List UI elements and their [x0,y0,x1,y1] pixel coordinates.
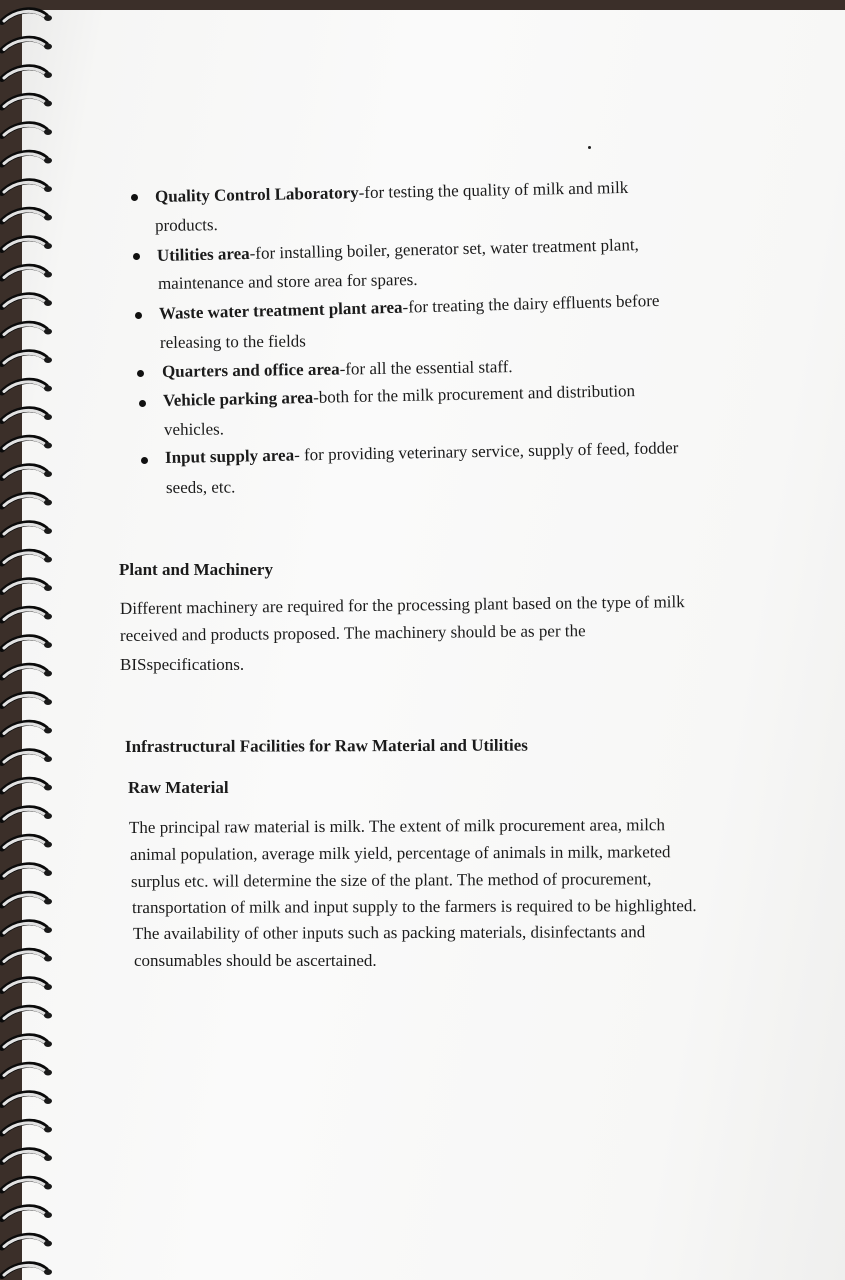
bullet-continuation: seeds, etc. [165,477,236,497]
bullet-term: Vehicle parking area [162,387,314,410]
bullet-term: Input supply area [164,445,295,467]
bullet-dot-icon [131,194,138,201]
raw-paragraph-line: surplus etc. will determine the size of the plant. The method of procurement, [130,869,652,891]
bullet-item-vehicle-parking [163,380,636,412]
raw-paragraph-line: animal population, average milk yield, percentage of animals in milk, marketed [129,842,671,864]
bullet-text: -for treating the dairy effluents before [402,290,660,317]
bullet-term: Utilities area [156,243,250,265]
bullet-dot-icon [133,253,140,260]
bullet-dot-icon [141,457,148,464]
bullet-dot-icon [137,370,144,377]
bullet-text: -both for the milk procurement and distribution [312,381,636,407]
bullet-item-quarters [162,356,513,383]
bullet-continuation: products. [154,215,218,235]
plant-paragraph-line: received and products proposed. The machinery should be as per the [119,621,586,645]
ink-speck [588,146,591,149]
bullet-dot-icon [135,312,142,319]
raw-paragraph-line: consumables should be ascertained. [134,951,377,970]
bullet-text: -for testing the quality of milk and milk [358,177,629,203]
bullet-item-input-supply [165,437,679,469]
bullet-dot-icon [139,400,146,407]
raw-paragraph-line: The availability of other inputs such as packing materials, disinfectants and [132,922,646,943]
bullet-continuation: vehicles. [163,419,225,439]
bullet-item-waste-water [159,290,660,325]
raw-material-heading: Raw Material [128,778,229,797]
plant-machinery-heading: Plant and Machinery [119,560,273,579]
plant-paragraph-line: Different machinery are required for the processing plant based on the type of milk [119,592,685,618]
infrastructure-heading: Infrastructural Facilities for Raw Material and Utilities [124,735,528,756]
bullet-term: Quarters and office area [161,359,340,381]
bullet-term: Waste water treatment plant area [158,297,403,323]
plant-paragraph-line: BISspecifications. [120,655,245,674]
raw-paragraph-line: The principal raw material is milk. The extent of milk procurement area, milch [128,815,665,837]
bullet-item-utilities [157,234,639,267]
bullet-text: - for providing veterinary service, supply of feed, fodder [293,438,679,465]
bullet-text: -for all the essential staff. [339,357,513,379]
bullet-term: Quality Control Laboratory [154,183,359,206]
bullet-item-quality-lab [155,177,629,208]
bullet-continuation: maintenance and store area for spares. [157,269,418,293]
raw-paragraph-line: transportation of milk and input supply to the farmers is required to be highlighted. [131,896,697,917]
bullet-text: -for installing boiler, generator set, water treatment plant, [249,235,640,263]
bullet-continuation: releasing to the fields [159,331,306,352]
